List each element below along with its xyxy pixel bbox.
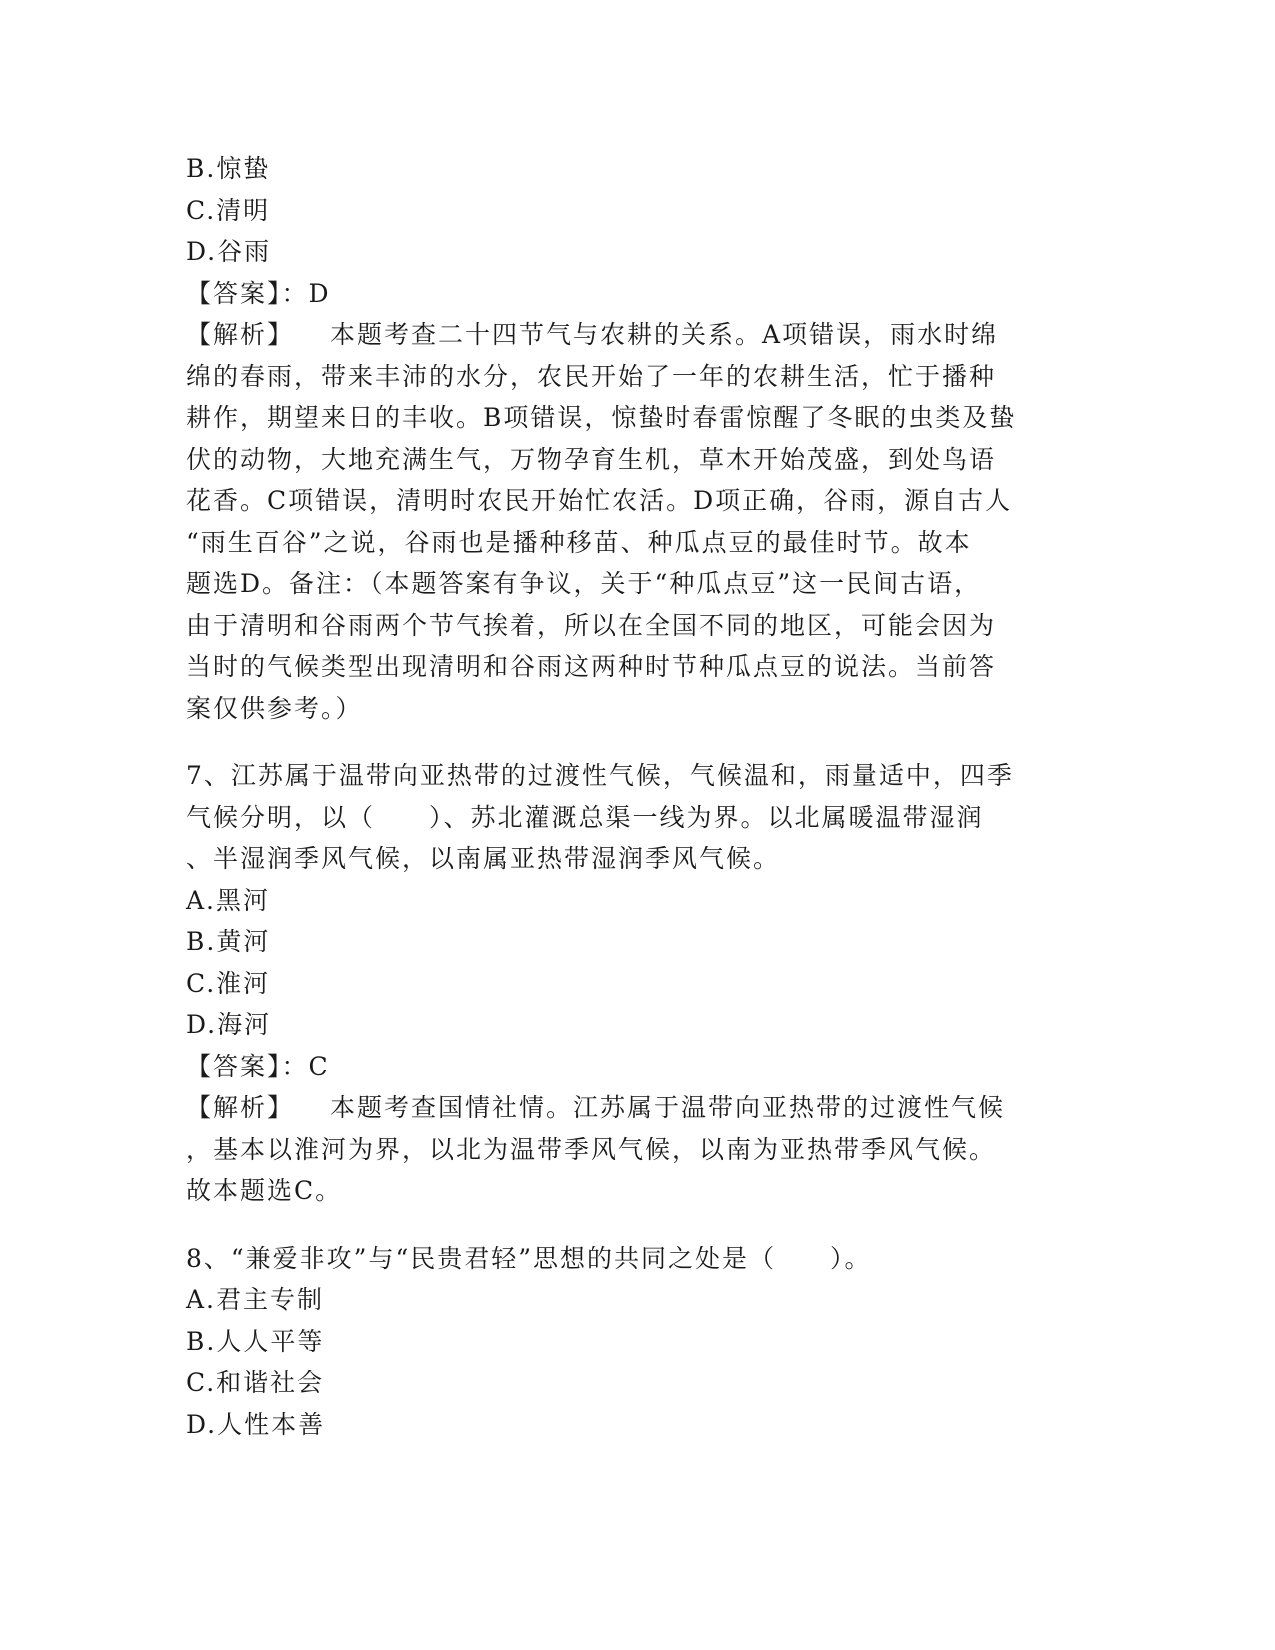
option-c: C.和谐社会 bbox=[186, 1368, 325, 1397]
option-d: D.海河 bbox=[186, 1010, 272, 1039]
analysis-block bbox=[186, 1087, 1066, 1212]
question-stem-line: 7、江苏属于温带向亚热带的过渡性气候，气候温和，雨量适中，四季 bbox=[186, 761, 1014, 790]
option-c: C.淮河 bbox=[186, 968, 271, 998]
analysis-label: 【解析】 bbox=[186, 320, 295, 349]
analysis-line: 耕作，期望来日的丰收。B项错误，惊蛰时春雷惊醒了冬眠的虫类及蛰 bbox=[186, 403, 1017, 432]
question-7 bbox=[186, 755, 1066, 1212]
option-a: A.黑河 bbox=[186, 885, 271, 915]
analysis-line: ，基本以淮河为界，以北为温带季风气候，以南为亚热带季风气候。 bbox=[186, 1134, 997, 1164]
analysis-line: 当时的气候类型出现清明和谷雨这两种时节种瓜点豆的说法。当前答 bbox=[186, 652, 997, 681]
analysis-line: 题选D。备注：（本题答案有争议，关于“种瓜点豆”这一民间古语， bbox=[186, 569, 982, 598]
question-stem-line: 、半湿润季风气候，以南属亚热带湿润季风气候。 bbox=[186, 844, 781, 873]
question-stem: 8、“兼爱非攻”与“民贵君轻”思想的共同之处是（ ）。 bbox=[186, 1243, 872, 1273]
option-b: B.人人平等 bbox=[186, 1326, 325, 1356]
analysis-line: 案仅供参考。） bbox=[186, 693, 363, 723]
option-b: B.黄河 bbox=[186, 927, 271, 956]
question-stem-line: 气候分明，以（ ）、苏北灌溉总渠一线为界。以北属暖温带湿润 bbox=[186, 802, 984, 832]
analysis-line: 由于清明和谷雨两个节气挨着，所以在全国不同的地区，可能会因为 bbox=[186, 610, 997, 640]
option-d: D.人性本善 bbox=[186, 1409, 326, 1439]
answer-line: 【答案】：D bbox=[186, 278, 331, 308]
analysis-line: “雨生百谷”之说，谷雨也是播种移苗、种瓜点豆的最佳时节。故本 bbox=[186, 527, 972, 557]
option-b: B.惊蛰 bbox=[186, 154, 271, 183]
question-6-tail bbox=[186, 148, 1066, 729]
analysis-line: 本题考查二十四节气与农耕的关系。A项错误，雨水时绵 bbox=[330, 320, 999, 349]
analysis-label: 【解析】 bbox=[186, 1093, 295, 1122]
analysis-line: 本题考查国情社情。江苏属于温带向亚热带的过渡性气候 bbox=[330, 1093, 1006, 1122]
question-8 bbox=[186, 1238, 1066, 1446]
analysis-line: 花香。C项错误，清明时农民开始忙农活。D项正确，谷雨，源自古人 bbox=[186, 486, 1013, 515]
analysis-line: 故本题选C。 bbox=[186, 1176, 343, 1205]
option-c: C.清明 bbox=[186, 195, 271, 225]
document-body bbox=[186, 148, 1066, 1445]
answer-line: 【答案】：C bbox=[186, 1051, 330, 1081]
analysis-line: 伏的动物，大地充满生气，万物孕育生机，草木开始茂盛，到处鸟语 bbox=[186, 444, 997, 474]
analysis-block bbox=[186, 314, 1066, 729]
option-a: A.君主专制 bbox=[186, 1285, 325, 1314]
option-d: D.谷雨 bbox=[186, 237, 272, 266]
analysis-line: 绵的春雨，带来丰沛的水分，农民开始了一年的农耕生活，忙于播种 bbox=[186, 361, 997, 391]
